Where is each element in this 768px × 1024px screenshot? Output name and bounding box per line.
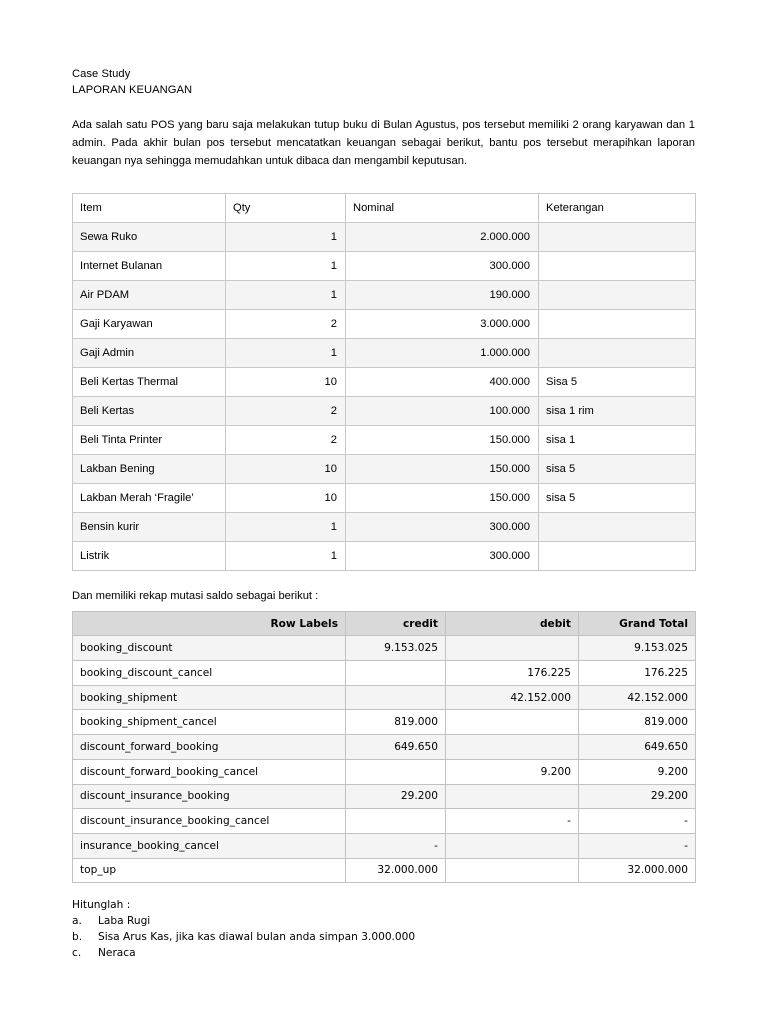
- table-row: [73, 833, 696, 858]
- cell-item: Gaji Admin: [73, 338, 226, 367]
- cell-nominal: 150.000: [346, 454, 539, 483]
- cell-credit: 649.650: [346, 735, 446, 760]
- mutation-table-caption: Dan memiliki rekap mutasi saldo sebagai berikut :: [72, 589, 319, 602]
- questions-section: [72, 898, 695, 961]
- cell-credit: 819.000: [346, 710, 446, 735]
- cell-item: Beli Tinta Printer: [73, 425, 226, 454]
- cell-credit: 9.153.025: [346, 636, 446, 661]
- cell-debit: 9.200: [446, 759, 579, 784]
- cell-nominal: 150.000: [346, 483, 539, 512]
- table-row: [73, 784, 696, 809]
- cell-grand-total: -: [579, 809, 696, 834]
- cell-row-label: discount_insurance_booking_cancel: [73, 809, 346, 834]
- cell-nominal: 1.000.000: [346, 338, 539, 367]
- cell-keterangan: [539, 309, 696, 338]
- mutation-table-body: [73, 636, 696, 883]
- cell-qty: 1: [226, 251, 346, 280]
- table-row: [73, 541, 696, 570]
- cell-grand-total: 819.000: [579, 710, 696, 735]
- table-row: [73, 309, 696, 338]
- cell-qty: 1: [226, 280, 346, 309]
- cell-row-label: discount_insurance_booking: [73, 784, 346, 809]
- cell-row-label: insurance_booking_cancel: [73, 833, 346, 858]
- cell-keterangan: [539, 222, 696, 251]
- column-header-keterangan: Keterangan: [539, 193, 696, 222]
- cell-row-label: booking_discount: [73, 636, 346, 661]
- table-row: [73, 483, 696, 512]
- expense-table-header: [73, 193, 696, 222]
- cell-nominal: 300.000: [346, 251, 539, 280]
- cell-nominal: 300.000: [346, 541, 539, 570]
- cell-grand-total: 29.200: [579, 784, 696, 809]
- table-row: [73, 367, 696, 396]
- cell-item: Beli Kertas: [73, 396, 226, 425]
- list-text: Laba Rugi: [98, 915, 151, 928]
- cell-item: Air PDAM: [73, 280, 226, 309]
- cell-grand-total: 649.650: [579, 735, 696, 760]
- cell-keterangan: sisa 1: [539, 425, 696, 454]
- questions-heading: Hitunglah :: [72, 899, 131, 912]
- cell-keterangan: [539, 338, 696, 367]
- list-text: Sisa Arus Kas, jika kas diawal bulan anda simpan 3.000.000: [98, 930, 416, 943]
- cell-nominal: 190.000: [346, 280, 539, 309]
- cell-credit: [346, 759, 446, 784]
- mutation-table: [72, 611, 696, 884]
- cell-grand-total: 9.153.025: [579, 636, 696, 661]
- cell-credit: [346, 685, 446, 710]
- table-row: [73, 425, 696, 454]
- table-row: [73, 251, 696, 280]
- cell-debit: [446, 833, 579, 858]
- cell-qty: 2: [226, 396, 346, 425]
- column-header-nominal: Nominal: [346, 193, 539, 222]
- cell-debit: [446, 636, 579, 661]
- table-row: [73, 858, 696, 883]
- heading-laporan-keuangan: LAPORAN KEUANGAN: [72, 84, 193, 97]
- table-header-row: [73, 611, 696, 636]
- cell-debit: [446, 710, 579, 735]
- cell-nominal: 100.000: [346, 396, 539, 425]
- cell-grand-total: 176.225: [579, 661, 696, 686]
- document-heading: [72, 66, 695, 99]
- cell-debit: [446, 858, 579, 883]
- cell-qty: 10: [226, 454, 346, 483]
- table-row: [73, 512, 696, 541]
- table-row: [73, 222, 696, 251]
- cell-debit: -: [446, 809, 579, 834]
- table-row: [73, 661, 696, 686]
- cell-qty: 2: [226, 309, 346, 338]
- list-marker: b.: [72, 930, 83, 943]
- cell-row-label: booking_shipment: [73, 685, 346, 710]
- column-header-grand-total: Grand Total: [579, 611, 696, 636]
- table-row: [73, 454, 696, 483]
- cell-item: Beli Kertas Thermal: [73, 367, 226, 396]
- list-text: Neraca: [98, 946, 136, 959]
- cell-credit: [346, 809, 446, 834]
- cell-nominal: 3.000.000: [346, 309, 539, 338]
- expense-table-body: [73, 222, 696, 570]
- cell-qty: 1: [226, 541, 346, 570]
- cell-credit: -: [346, 833, 446, 858]
- list-item: [72, 930, 695, 946]
- cell-item: Internet Bulanan: [73, 251, 226, 280]
- table-header-row: [73, 193, 696, 222]
- table-row: [73, 685, 696, 710]
- column-header-row-labels: Row Labels: [73, 611, 346, 636]
- cell-grand-total: -: [579, 833, 696, 858]
- cell-debit: 176.225: [446, 661, 579, 686]
- cell-item: Bensin kurir: [73, 512, 226, 541]
- cell-qty: 1: [226, 222, 346, 251]
- mutation-table-header: [73, 611, 696, 636]
- cell-qty: 10: [226, 367, 346, 396]
- cell-item: Lakban Merah ‘Fragile’: [73, 483, 226, 512]
- column-header-item: Item: [73, 193, 226, 222]
- cell-grand-total: 42.152.000: [579, 685, 696, 710]
- intro-paragraph: Ada salah satu POS yang baru saja melakukan tutup buku di Bulan Agustus, pos tersebut memiliki 2 orang karyawan dan 1 admin. Pada akhir bulan pos tersebut mencatatkan keuangan sebagai berikut, bantu pos tersebut merapihkan laporan keuangan nya sehingga memudahkan untuk dibaca dan mengambil keputusan.: [72, 118, 695, 168]
- cell-debit: [446, 735, 579, 760]
- cell-row-label: booking_shipment_cancel: [73, 710, 346, 735]
- column-header-credit: credit: [346, 611, 446, 636]
- cell-keterangan: [539, 512, 696, 541]
- cell-row-label: discount_forward_booking: [73, 735, 346, 760]
- list-marker: c.: [72, 946, 82, 959]
- list-item: [72, 946, 695, 962]
- cell-nominal: 2.000.000: [346, 222, 539, 251]
- cell-nominal: 300.000: [346, 512, 539, 541]
- cell-keterangan: [539, 280, 696, 309]
- cell-item: Gaji Karyawan: [73, 309, 226, 338]
- table-row: [73, 396, 696, 425]
- cell-debit: [446, 784, 579, 809]
- cell-keterangan: sisa 1 rim: [539, 396, 696, 425]
- cell-keterangan: Sisa 5: [539, 367, 696, 396]
- cell-row-label: discount_forward_booking_cancel: [73, 759, 346, 784]
- table-row: [73, 809, 696, 834]
- cell-keterangan: [539, 541, 696, 570]
- cell-nominal: 400.000: [346, 367, 539, 396]
- column-header-debit: debit: [446, 611, 579, 636]
- list-item: [72, 914, 695, 930]
- cell-keterangan: sisa 5: [539, 483, 696, 512]
- cell-credit: 32.000.000: [346, 858, 446, 883]
- table-row: [73, 636, 696, 661]
- cell-grand-total: 9.200: [579, 759, 696, 784]
- cell-qty: 10: [226, 483, 346, 512]
- cell-row-label: top_up: [73, 858, 346, 883]
- table-row: [73, 759, 696, 784]
- cell-item: Lakban Bening: [73, 454, 226, 483]
- list-marker: a.: [72, 915, 82, 928]
- heading-case-study: Case Study: [72, 68, 131, 80]
- cell-nominal: 150.000: [346, 425, 539, 454]
- cell-qty: 1: [226, 512, 346, 541]
- expense-table: [72, 193, 696, 571]
- table-row: [73, 338, 696, 367]
- cell-qty: 2: [226, 425, 346, 454]
- cell-qty: 1: [226, 338, 346, 367]
- table-row: [73, 735, 696, 760]
- table-row: [73, 710, 696, 735]
- cell-row-label: booking_discount_cancel: [73, 661, 346, 686]
- cell-debit: 42.152.000: [446, 685, 579, 710]
- cell-credit: [346, 661, 446, 686]
- cell-credit: 29.200: [346, 784, 446, 809]
- column-header-qty: Qty: [226, 193, 346, 222]
- cell-item: Listrik: [73, 541, 226, 570]
- table-row: [73, 280, 696, 309]
- cell-grand-total: 32.000.000: [579, 858, 696, 883]
- cell-keterangan: sisa 5: [539, 454, 696, 483]
- cell-item: Sewa Ruko: [73, 222, 226, 251]
- cell-keterangan: [539, 251, 696, 280]
